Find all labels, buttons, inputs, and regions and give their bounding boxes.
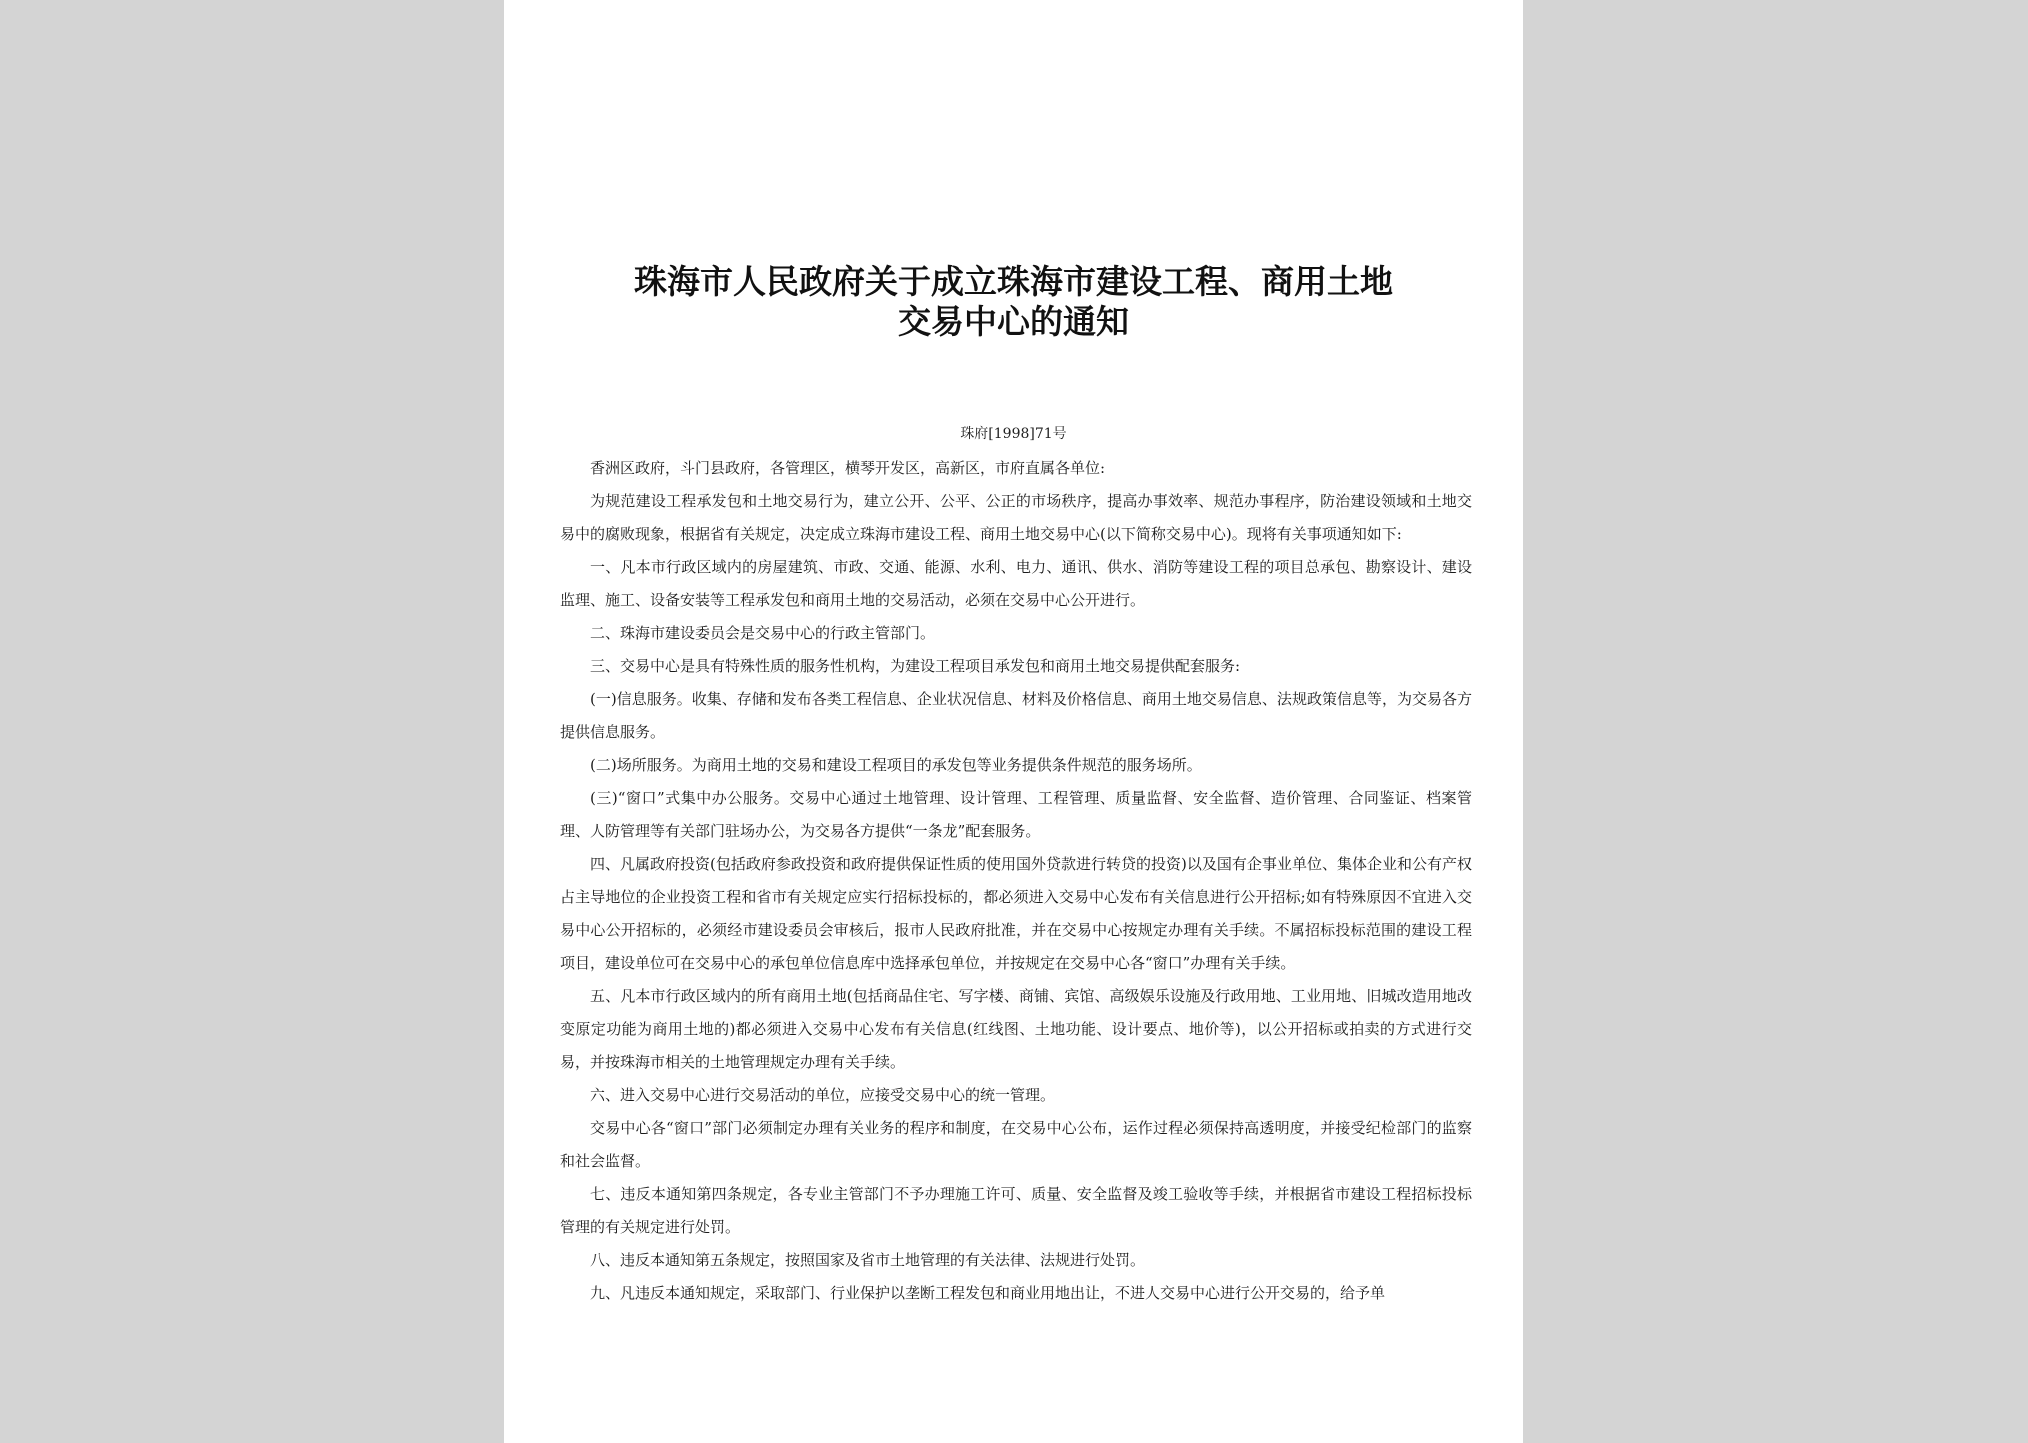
document-number: 珠府[1998]71号 xyxy=(960,426,1067,442)
document-body xyxy=(560,452,1472,1310)
title-line-2: 交易中心的通知 xyxy=(898,302,1129,341)
body-paragraph: 三、交易中心是具有特殊性质的服务性机构，为建设工程项目承发包和商用土地交易提供配套服务: xyxy=(590,657,1241,675)
body-paragraph: 九、凡违反本通知规定，采取部门、行业保护以垄断工程发包和商业用地出让，不进人交易中心进行公开交易的，给予单 xyxy=(590,1284,1386,1302)
body-paragraph: (一)信息服务。收集、存储和发布各类工程信息、企业状况信息、材料及价格信息、商用土地交易信息、法规政策信息等，为交易各方提供信息服务。 xyxy=(560,690,1472,741)
body-paragraph: 为规范建设工程承发包和土地交易行为，建立公开、公平、公正的市场秩序，提高办事效率、规范办事程序，防治建设领域和土地交易中的腐败现象，根据省有关规定，决定成立珠海市建设工程、商用土地交易中心(以下简称交易中心)。现将有关事项通知如下: xyxy=(560,492,1472,543)
body-paragraph: 一、凡本市行政区域内的房屋建筑、市政、交通、能源、水利、电力、通讯、供水、消防等建设工程的项目总承包、勘察设计、建设监理、施工、设备安装等工程承发包和商用土地的交易活动，必须在交易中心公开进行。 xyxy=(560,558,1472,609)
body-paragraph: 四、凡属政府投资(包括政府参政投资和政府提供保证性质的使用国外贷款进行转贷的投资)以及国有企事业单位、集体企业和公有产权占主导地位的企业投资工程和省市有关规定应实行招标投标的，都必须进入交易中心发布有关信息进行公开招标;如有特殊原因不宜进入交易中心公开招标的，必须经市建设委员会审核后，报市人民政府批准，并在交易中心按规定办理有关手续。不属招标投标范围的建设工程项目，建设单位可在交易中心的承包单位信息库中选择承包单位，并按规定在交易中心各“窗口”办理有关手续。 xyxy=(560,855,1472,972)
document-title xyxy=(504,262,1523,342)
body-paragraph: 五、凡本市行政区域内的所有商用土地(包括商品住宅、写字楼、商铺、宾馆、高级娱乐设施及行政用地、工业用地、旧城改造用地改变原定功能为商用土地的)都必须进入交易中心发布有关信息(红线图、土地功能、设计要点、地价等)，以公开招标或拍卖的方式进行交易，并按珠海市相关的土地管理规定办理有关手续。 xyxy=(560,987,1472,1071)
body-paragraph: 七、违反本通知第四条规定，各专业主管部门不予办理施工许可、质量、安全监督及竣工验收等手续，并根据省市建设工程招标投标管理的有关规定进行处罚。 xyxy=(560,1185,1472,1236)
document-page xyxy=(504,0,1523,1443)
body-paragraph: 二、珠海市建设委员会是交易中心的行政主管部门。 xyxy=(590,624,936,642)
body-paragraph: 八、违反本通知第五条规定，按照国家及省市土地管理的有关法律、法规进行处罚。 xyxy=(590,1251,1146,1269)
title-line-1: 珠海市人民政府关于成立珠海市建设工程、商用土地 xyxy=(634,262,1393,301)
addressee-line: 香洲区政府，斗门县政府，各管理区，横琴开发区，高新区，市府直属各单位: xyxy=(590,459,1106,477)
body-paragraph: (二)场所服务。为商用土地的交易和建设工程项目的承发包等业务提供条件规范的服务场所。 xyxy=(590,756,1202,774)
body-paragraph: (三)“窗口”式集中办公服务。交易中心通过土地管理、设计管理、工程管理、质量监督、安全监督、造价管理、合同鉴证、档案管理、人防管理等有关部门驻场办公，为交易各方提供“一条龙”配套服务。 xyxy=(560,789,1473,840)
body-paragraph: 六、进入交易中心进行交易活动的单位，应接受交易中心的统一管理。 xyxy=(590,1086,1056,1104)
body-paragraph: 交易中心各“窗口”部门必须制定办理有关业务的程序和制度，在交易中心公布，运作过程必须保持高透明度，并接受纪检部门的监察和社会监督。 xyxy=(560,1119,1472,1170)
